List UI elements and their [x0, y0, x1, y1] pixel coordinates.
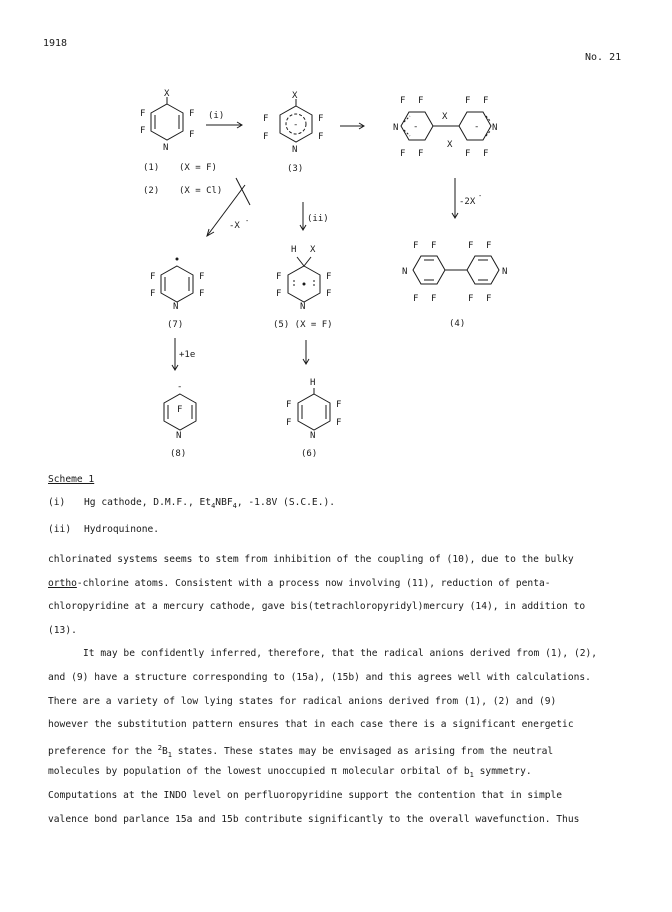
compound-8-label: (8) [170, 449, 187, 459]
note-text: Hg cathode, D.M.F., Et [84, 497, 212, 508]
page-number: 1918 [43, 38, 68, 49]
atom-n: N [492, 123, 498, 133]
charge-minus: - [293, 120, 299, 130]
arrow-label-minus-2x: -2X [459, 197, 476, 207]
note-label: (i) [48, 497, 66, 508]
italic-term: ortho [48, 577, 77, 589]
atom-n: N [502, 267, 508, 277]
ring-compound-7 [161, 266, 193, 302]
text-span: preference for the [48, 745, 158, 757]
atom-h: H [291, 245, 297, 255]
text-line: valence bond parlance 15a and 15b contribute significantly to the overall wavefunction. Thus [48, 813, 580, 825]
compound-3-label: (3) [287, 164, 304, 174]
atom-f: F [400, 149, 406, 159]
sub-x: X [447, 140, 453, 150]
scheme-note-ii [48, 518, 335, 541]
atom-f: F [468, 241, 474, 251]
text-line [48, 737, 648, 761]
text-span: molecules by population of the lowest unoccupied π molecular orbital of b [48, 766, 470, 778]
atom-f: F [286, 418, 292, 428]
atom-f: F [418, 96, 424, 106]
text-line [48, 572, 648, 596]
atom-n: N [310, 431, 316, 441]
charge-minus: - [413, 122, 419, 132]
atom-f: F [189, 109, 195, 119]
atom-f: F [431, 241, 437, 251]
subscript: 4 [232, 501, 237, 510]
atom-f: F [140, 109, 146, 119]
step-ii-label: (ii) [307, 214, 329, 224]
scheme-title: Scheme 1 [48, 474, 95, 485]
atom-f: F [150, 289, 156, 299]
atom-n: N [292, 145, 298, 155]
atom-f: F [483, 149, 489, 159]
atom-f: F [140, 126, 146, 136]
text-span: B [161, 745, 168, 757]
atom-n: N [300, 302, 306, 312]
compound-2-condition: (X = Cl) [179, 186, 223, 196]
atom-f: F [486, 241, 492, 251]
text-line: however the substitution pattern ensures that in each case there is a significant energetic [48, 719, 574, 731]
atom-n: N [163, 143, 169, 153]
scheme-note-i [48, 491, 335, 518]
minus-superscript: - [478, 192, 483, 200]
charge-minus: - [177, 382, 183, 392]
atom-n: N [176, 431, 182, 441]
atom-f: F [318, 132, 324, 142]
compound-1-label: (1) [143, 163, 160, 173]
note-text: NBF [215, 497, 233, 508]
ring-compound-1 [151, 104, 183, 140]
note-label: (ii) [48, 523, 72, 535]
subscript: 1 [167, 750, 172, 759]
atom-f: F [465, 149, 471, 159]
compound-4-label: (4) [449, 319, 466, 329]
sub-x: X [310, 245, 316, 255]
charge-minus: - [474, 122, 480, 132]
text-line: chloropyridine at a mercury cathode, gave bis(tetrachloropyridyl)mercury (14), in addition to [48, 601, 586, 613]
atom-f: F [189, 130, 195, 140]
text-span: symmetry. [473, 766, 532, 778]
body-text [48, 548, 648, 831]
arrow-label-plus-e: +1e [179, 350, 196, 360]
atom-f: F [150, 272, 156, 282]
superscript: 2 [157, 743, 162, 752]
atom-n: N [402, 267, 408, 277]
atom-f: F [318, 114, 324, 124]
note-text: , -1.8V (S.C.E.). [236, 497, 336, 508]
atom-f: F [276, 289, 282, 299]
atom-f: F [413, 241, 419, 251]
scheme-caption [48, 468, 335, 541]
compound-6-label: (6) [301, 449, 318, 459]
atom-n: N [173, 302, 179, 312]
atom-f: F [418, 149, 424, 159]
atom-f: F [286, 400, 292, 410]
atom-f: F [483, 96, 489, 106]
atom-f: F [336, 418, 342, 428]
compound-2-label: (2) [143, 186, 160, 196]
atom-f: F [468, 294, 474, 304]
atom-f: F [177, 405, 183, 415]
atom-f: F [431, 294, 437, 304]
atom-f: F [486, 294, 492, 304]
text-span: -chlorine atoms. Consistent with a process now involving (11), reduction of penta- [76, 577, 551, 589]
atom-f: F [199, 289, 205, 299]
atom-f: F [326, 272, 332, 282]
subscript: 4 [211, 501, 216, 510]
issue-number: No. 21 [585, 52, 622, 63]
note-text: Hydroquinone. [84, 523, 160, 535]
ring-compound-6 [298, 394, 330, 430]
atom-f: F [465, 96, 471, 106]
atom-f: F [400, 96, 406, 106]
compound-7-label: (7) [167, 320, 184, 330]
atom-n: N [393, 123, 399, 133]
compound-1-condition: (X = F) [179, 163, 217, 173]
text-line: and (9) have a structure corresponding to (15a), (15b) and this agrees well with calculations. [48, 671, 591, 683]
arrow-label-minus-x: -X [229, 221, 240, 231]
compound-5-label: (5) (X = F) [273, 320, 333, 330]
step-i-label: (i) [208, 111, 225, 121]
text-line: There are a variety of low lying states for radical anions derived from (1), (2) and (9) [48, 695, 557, 707]
text-line: chlorinated systems seems to stem from inhibition of the coupling of (10), due to the bulky [48, 554, 574, 565]
atom-f: F [263, 132, 269, 142]
atom-f: F [199, 272, 205, 282]
atom-f: F [336, 400, 342, 410]
atom-h: H [310, 378, 316, 388]
text-line: It may be confidently inferred, therefore, that the radical anions derived from (1), (2), [83, 648, 598, 660]
sub-x: X [164, 89, 170, 99]
text-line: (13). [48, 624, 77, 636]
text-line: Computations at the INDO level on perfluoropyridine support the contention that in simple [48, 789, 563, 801]
atom-f: F [276, 272, 282, 282]
atom-f: F [413, 294, 419, 304]
sub-x: X [442, 112, 448, 122]
minus-superscript: - [245, 217, 250, 225]
sub-x: X [292, 91, 298, 101]
atom-f: F [263, 114, 269, 124]
atom-f: F [326, 289, 332, 299]
text-line [48, 760, 648, 784]
subscript: 1 [469, 771, 474, 780]
text-span: states. These states may be envisaged as arising from the neutral [171, 745, 554, 757]
